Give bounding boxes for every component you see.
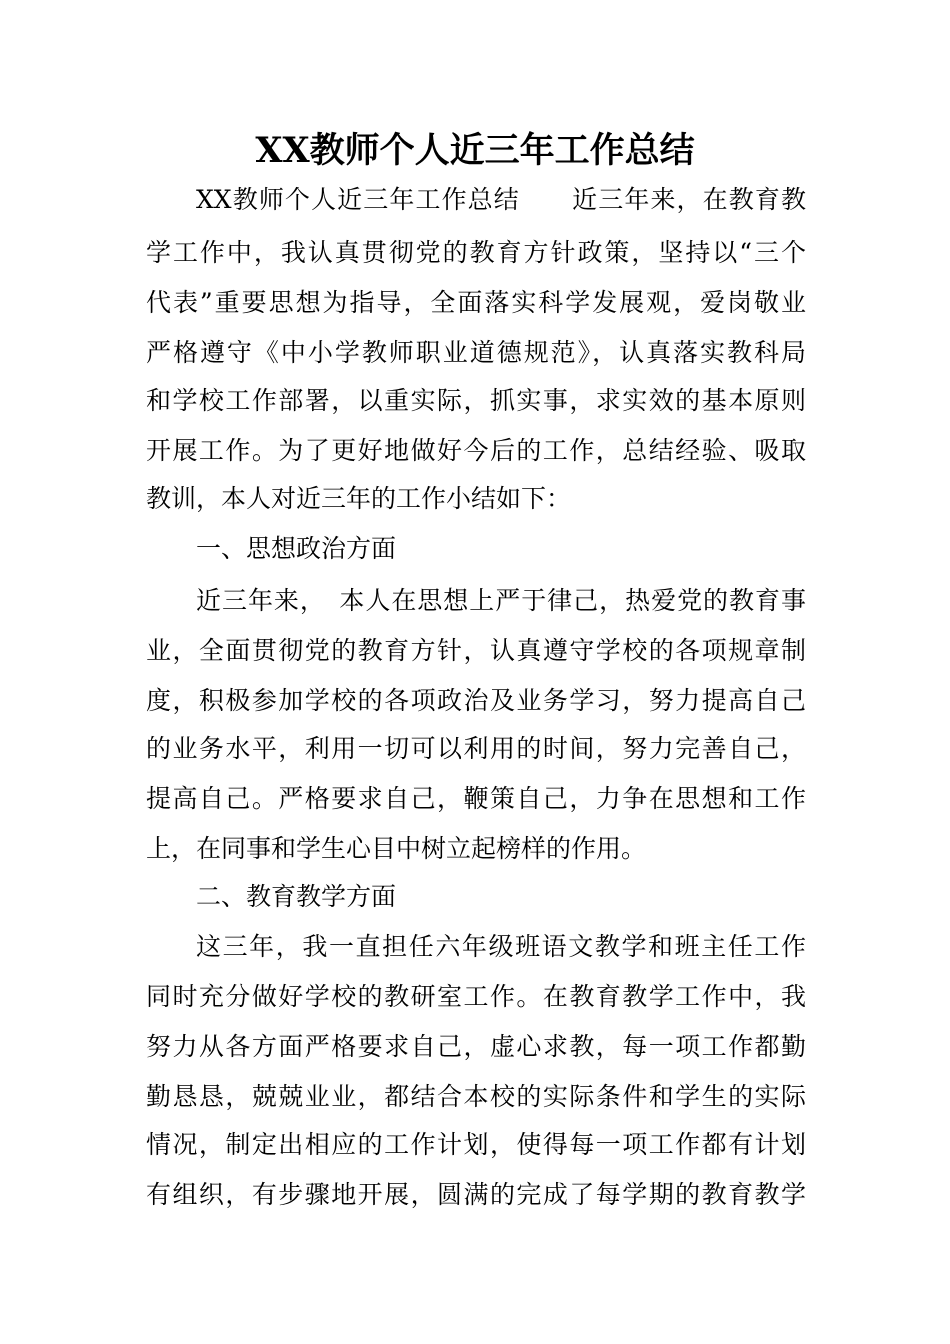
paragraph-line: 这三年，我一直担任六年级班语文教学和班主任工作: [196, 932, 806, 961]
section-heading: 二、教育教学方面: [196, 882, 397, 911]
paragraph-line: 情况，制定出相应的工作计划，使得每一项工作都有计划: [146, 1130, 806, 1159]
paragraph-line: XX教师个人近三年工作总结 近三年来，在教育教: [196, 185, 806, 214]
paragraph-line: 的业务水平，利用一切可以利用的时间，努力完善自己，: [146, 734, 806, 763]
paragraph-line: 教训，本人对近三年的工作小结如下：: [146, 484, 572, 513]
paragraph-line: 提高自己。严格要求自己，鞭策自己，力争在思想和工作: [146, 784, 806, 813]
paragraph-line: 学工作中，我认真贯彻党的教育方针政策，坚持以“三个: [146, 238, 806, 267]
section-heading: 一、思想政治方面: [196, 534, 397, 563]
document-title: XX教师个人近三年工作总结: [255, 130, 695, 171]
paragraph-line: 勤恳恳，兢兢业业，都结合本校的实际条件和学生的实际: [146, 1082, 806, 1111]
paragraph-line: 度，积极参加学校的各项政治及业务学习，努力提高自己: [146, 686, 806, 715]
paragraph-line: 业，全面贯彻党的教育方针，认真遵守学校的各项规章制: [146, 636, 806, 665]
paragraph-line: 努力从各方面严格要求自己，虚心求教，每一项工作都勤: [146, 1032, 806, 1061]
paragraph-line: 和学校工作部署，以重实际，抓实事，求实效的基本原则: [146, 386, 806, 415]
paragraph-line: 同时充分做好学校的教研室工作。在教育教学工作中，我: [146, 982, 806, 1011]
paragraph-line: 开展工作。为了更好地做好今后的工作，总结经验、吸取: [146, 436, 806, 465]
paragraph-line: 有组织，有步骤地开展，圆满的完成了每学期的教育教学: [146, 1180, 806, 1209]
paragraph-line: 近三年来， 本人在思想上严于律己，热爱党的教育事: [196, 586, 806, 615]
paragraph-line: 上，在同事和学生心目中树立起榜样的作用。: [146, 834, 647, 863]
paragraph-line: 严格遵守《中小学教师职业道德规范》，认真落实教科局: [146, 338, 806, 367]
paragraph-line: 代表”重要思想为指导，全面落实科学发展观，爱岗敬业: [146, 288, 806, 317]
